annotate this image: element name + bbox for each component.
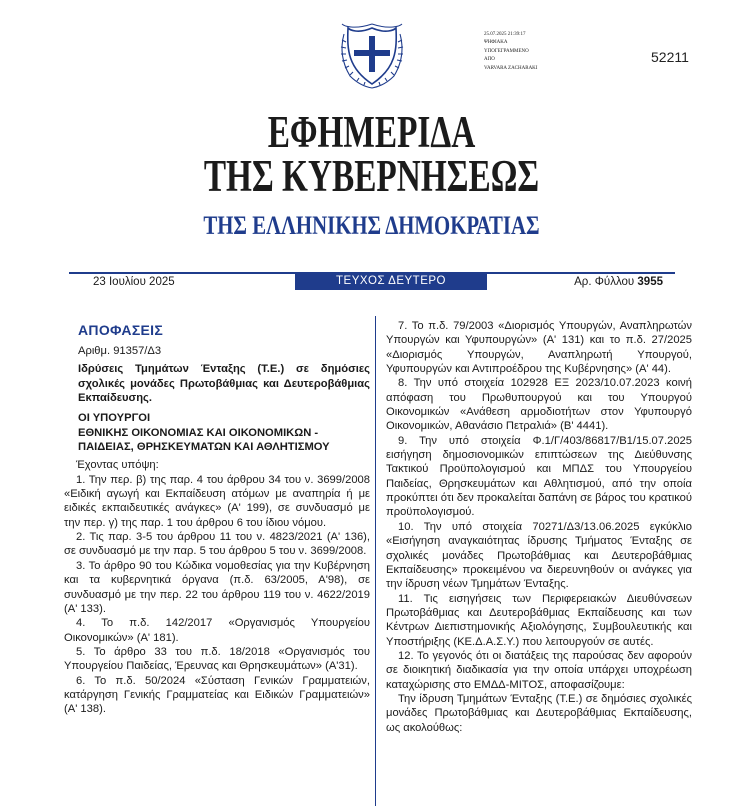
sheet-label: Αρ. Φύλλου: [574, 276, 635, 288]
paragraph: 9. Την υπό στοιχεία Φ.1/Γ/403/86817/Β1/15.07.2025 εισήγηση δημοσιονομικών επιπτώσεων της Διεύθυνσης Τακτικού Προϋπολογισμού και ΜΠΔΣ του Υπουργείου Παιδείας, Θρησκευμάτων και Αθλητισμού, από την οποία προκύπτει ότι δεν προκαλείται δαπάνη σε βάρος του κρατικού προϋπολογισμού.: [386, 434, 692, 519]
intro-text: Έχοντας υπόψη:: [76, 459, 159, 472]
left-column: [64, 319, 370, 717]
decision-number: Αριθμ. 91357/Δ3: [78, 345, 162, 357]
page-number: 52211: [651, 49, 689, 65]
sheet-number: [574, 276, 663, 288]
right-column: [386, 319, 692, 735]
paragraph: 4. Το π.δ. 142/2017 «Οργανισμός Υπουργείου Οικονομικών» (Α' 181).: [64, 617, 370, 644]
masthead-subtitle: ΤΗΣ ΕΛΛΗΝΙΚΗΣ ΔΗΜΟΚΡΑΤΙΑΣ: [203, 211, 540, 240]
paragraph: 12. Το γεγονός ότι οι διατάξεις της παρούσας δεν αφορούν σε διοικητική διαδικασία για την οποία υπάρχει υποχρέωση καταχώρισης στο ΕΜΔΔ-ΜΙΤΟΣ, αποφασίζουμε:: [386, 649, 692, 691]
masthead-title: ΕΦΗΜΕΡΙΔΑ: [267, 107, 476, 157]
coat-of-arms-icon: [336, 20, 408, 92]
issue-date: 23 Ιουλίου 2025: [93, 276, 175, 288]
ministers-line: ΕΘΝΙΚΗΣ ΟΙΚΟΝΟΜΙΑΣ ΚΑΙ ΟΙΚΟΝΟΜΙΚΩΝ -: [78, 426, 319, 439]
section-title: ΑΠΟΦΑΣΕΙΣ: [78, 322, 164, 338]
signature-line: ΥΠΟΓΕΓΡΑΜΜΕΝΟ: [484, 48, 529, 54]
signature-line: ΨΗΦΙΑΚΑ: [484, 40, 508, 46]
signature-timestamp: 25.07.2025 21:39:17: [484, 32, 526, 37]
paragraph: 1. Την περ. β) της παρ. 4 του άρθρου 34 του ν. 3699/2008 «Ειδική αγωγή και Εκπαίδευση ατόμων με αναπηρία ή με ειδικές εκπαιδευτικές ανάγκες» (Α' 199), σε συνδυασμό με την περ. γ) της παρ. 1 του άρθρου 6 του ίδιου νόμου.: [64, 473, 370, 529]
ministers-heading: [78, 411, 370, 454]
paragraph: 5. Το άρθρο 33 του π.δ. 18/2018 «Οργανισμός του Υπουργείου Παιδείας, Έρευνας και Θρησκευμάτων» (Α'31).: [64, 645, 370, 673]
digital-signature-stamp: [484, 31, 537, 73]
sheet-value: 3955: [637, 276, 663, 288]
paragraph: 6. Το π.δ. 50/2024 «Σύσταση Γενικών Γραμματειών, κατάργηση Γενικής Γραμματείας και Ειδικών Γραμματειών» (Α' 138).: [64, 674, 370, 716]
signature-line: ΑΠΟ: [484, 57, 495, 63]
column-divider: [375, 316, 376, 806]
issue-label: ΤΕΥΧΟΣ ΔΕΥΤΕΡΟ: [295, 272, 487, 290]
paragraph: 10. Την υπό στοιχεία 70271/Δ3/13.06.2025 εγκύκλιο «Εισήγηση αναγκαιότητας ίδρυσης Τμήματος Ένταξης σε σχολικές μονάδες Πρωτοβάθμιας και Δευτεροβάθμιας Εκπαίδευσης» προκειμένου να διερευνηθούν οι ανάγκες για την ίδρυση νέων Τμημάτων Ένταξης.: [386, 520, 692, 591]
signature-name: VARVARA ZACHARAKI: [484, 65, 538, 71]
ministers-line: ΠΑΙΔΕΙΑΣ, ΘΡΗΣΚΕΥΜΑΤΩΝ ΚΑΙ ΑΘΛΗΤΙΣΜΟΥ: [78, 441, 330, 454]
ministers-line: ΟΙ ΥΠΟΥΡΓΟΙ: [78, 412, 151, 425]
greek-state-emblem: [336, 20, 408, 92]
issue-bar: [69, 272, 675, 290]
paragraph: 8. Την υπό στοιχεία 102928 ΕΞ 2023/10.07.2023 κοινή απόφαση του Πρωθυπουργού και του Υπουργού Οικονομικών «Ανάθεση αρμοδιοτήτων στον Υφυπουργό Οικονομικών, Αθανάσιο Πετραλιά» (Β' 4441).: [386, 377, 692, 433]
paragraph: 7. Το π.δ. 79/2003 «Διορισμός Υπουργών, Αναπληρωτών Υπουργών και Υφυπουργών» (Α' 131) και το π.δ. 27/2025 «Διορισμός Υπουργών, Αναπληρωτή Υπουργού, Υφυπουργών και Αντιπροέδρου της Κυβέρνησης» (Α' 44).: [386, 320, 692, 376]
masthead-title-line2: ΤΗΣ ΚΥΒΕΡΝΗΣΕΩΣ: [203, 151, 540, 201]
decision-title: Ιδρύσεις Τμημάτων Ένταξης (Τ.Ε.) σε δημόσιες σχολικές μονάδες Πρωτοβάθμιας και Δευτεροβάθμιας Εκπαίδευσης.: [78, 363, 370, 405]
paragraph: 2. Τις παρ. 3-5 του άρθρου 11 του ν. 4823/2021 (Α' 136), σε συνδυασμό με την παρ. 5 του άρθρου 5 του ν. 3699/2008.: [64, 531, 370, 558]
paragraph: 3. Το άρθρο 90 του Κώδικα νομοθεσίας για την Κυβέρνηση και τα κυβερνητικά όργανα (π.δ. 63/2005, Α'98), σε συνδυασμό με την περ. 22 του άρθρου 119 του ν. 4622/2019 (Α' 133).: [64, 559, 370, 615]
paragraph: Την ίδρυση Τμημάτων Ένταξης (Τ.Ε.) σε δημόσιες σχολικές μονάδες Πρωτοβάθμιας και Δευτεροβάθμιας Εκπαίδευσης, ως ακολούθως:: [386, 692, 692, 734]
paragraph: 11. Τις εισηγήσεις των Περιφερειακών Διευθύνσεων Πρωτοβάθμιας και Δευτεροβάθμιας Εκπαίδευσης και των Κέντρων Διεπιστημονικής Αξιολόγησης, Συμβουλευτικής και Υποστήριξης (ΚΕ.Δ.Α.Σ.Υ.) που λειτουργούν σε αυτές.: [386, 592, 692, 648]
